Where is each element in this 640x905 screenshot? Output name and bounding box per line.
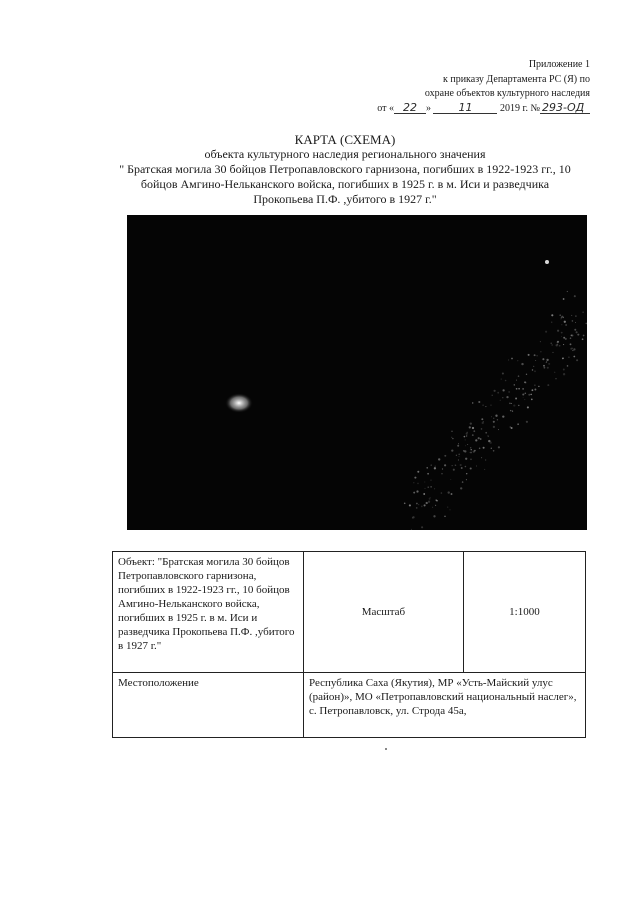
speckle-dot: [534, 370, 536, 372]
speckle-dot: [535, 360, 536, 361]
speckle-dot: [568, 356, 570, 358]
speckle-dot: [513, 405, 515, 407]
speckle-dot: [543, 365, 545, 367]
speckle-dot: [426, 467, 427, 468]
speckle-dot: [428, 487, 429, 488]
speckle-dot: [434, 488, 435, 489]
speckle-dot: [525, 392, 527, 394]
speckle-dot: [464, 436, 466, 438]
speckle-dot: [514, 384, 515, 385]
speckle-dot: [523, 397, 524, 398]
speckle-dot: [526, 374, 527, 375]
speckle-dot: [458, 456, 459, 457]
speckle-dot: [544, 367, 546, 369]
speckle-dot: [417, 471, 419, 473]
speckle-dot: [576, 359, 578, 361]
order-month-handwritten: 11: [433, 102, 497, 114]
speckle-dot: [501, 379, 502, 380]
speckle-dot: [497, 419, 498, 420]
speckle-dot: [583, 335, 585, 337]
speckle-dot: [462, 481, 464, 483]
speckle-dot: [512, 411, 513, 412]
speckle-dot: [447, 507, 448, 508]
speckle-dot: [556, 341, 558, 343]
site-photo: [127, 215, 587, 530]
speckle-dot: [485, 406, 486, 407]
speckle-dot: [451, 493, 453, 495]
speckle-dot: [563, 337, 565, 339]
speckle-dot: [524, 381, 526, 383]
speckle-dot: [527, 406, 529, 408]
speckle-dot: [467, 444, 468, 445]
speckle-dot: [494, 390, 496, 392]
speckle-dot: [472, 402, 473, 403]
annex-line-2: к приказу Департамента РС (Я) по: [442, 73, 590, 85]
speckle-dot: [576, 331, 578, 333]
speckle-dot: [451, 437, 452, 438]
speckle-dot: [559, 314, 561, 316]
speckle-dot: [526, 421, 528, 423]
speckle-dot: [476, 466, 477, 467]
speckle-dot: [561, 336, 562, 337]
speckle-dot: [452, 465, 453, 466]
speckle-dot: [442, 468, 443, 469]
speckle-dot: [562, 357, 564, 359]
speckle-dot: [482, 404, 484, 406]
speckle-dot: [565, 338, 567, 340]
speckle-dot: [570, 337, 572, 339]
speckle-dot: [455, 465, 456, 466]
speckle-dot: [511, 403, 512, 404]
annex-line-3: охране объектов культурного наследия: [424, 88, 590, 99]
speckle-dot: [485, 459, 486, 460]
speckle-dot: [570, 343, 572, 345]
speckle-dot: [518, 388, 520, 390]
speckle-dot: [433, 515, 435, 517]
speckle-dot: [575, 322, 576, 323]
speckle-dot: [498, 429, 499, 430]
speckle-dot: [492, 395, 493, 396]
speckle-dot: [563, 344, 564, 345]
speckle-dot: [531, 399, 533, 401]
order-number-handwritten: 293-ОД: [540, 102, 590, 114]
speckle-dot: [470, 452, 472, 454]
speckle-dot: [451, 449, 453, 451]
speckle-dot: [431, 464, 432, 465]
speckle-dot: [409, 504, 411, 506]
speckle-dot: [534, 389, 536, 391]
speckle-dot: [444, 455, 446, 457]
speckle-dot: [561, 316, 563, 318]
speckle-dot: [561, 332, 563, 334]
speckle-dot: [497, 392, 499, 394]
speckle-dot: [517, 360, 518, 361]
speckle-dot: [493, 418, 495, 420]
speckle-dot: [435, 505, 436, 506]
speckle-dot: [573, 348, 575, 350]
light-spot: [225, 393, 253, 413]
speckle-dot: [472, 434, 474, 436]
speckle-dot: [567, 291, 568, 292]
speckle-dot: [470, 447, 471, 448]
speckle-dot: [460, 464, 462, 466]
speckle-dot: [502, 389, 504, 391]
speckle-dot: [480, 438, 482, 440]
speckle-dot: [563, 369, 565, 371]
title-line-3: " Братская могила 30 бойцов Петропавловского гарнизона, погибших в 1922-1923 гг., 10: [119, 162, 571, 176]
speckle-dot: [414, 477, 416, 479]
speckle-dot: [485, 432, 487, 434]
speckle-dot: [524, 399, 525, 400]
speckle-dot: [418, 504, 419, 505]
speckle-dot: [429, 498, 431, 500]
speckle-dot: [434, 467, 436, 469]
speckle-dot: [502, 415, 504, 417]
speckle-dot: [465, 458, 467, 460]
speckle-dot: [469, 426, 471, 428]
speckle-dot: [563, 317, 564, 318]
speckle-dot: [470, 422, 472, 424]
speckle-dot: [465, 439, 466, 440]
speckle-dot: [441, 473, 442, 474]
speckle-dot: [430, 497, 431, 498]
speckle-dot: [534, 354, 536, 356]
speckle-dot: [491, 416, 492, 417]
speckle-dot: [551, 314, 553, 316]
speckle-dot: [466, 435, 467, 436]
speckle-dot: [449, 509, 450, 510]
speckle-dot: [516, 380, 517, 381]
speckle-dot: [413, 492, 415, 494]
speckle-dot: [573, 356, 575, 358]
speckle-dot: [493, 426, 495, 428]
speckle-dot: [413, 482, 414, 483]
speckle-dot: [448, 491, 450, 493]
speckle-dot: [427, 473, 429, 475]
speckle-dot: [465, 445, 466, 446]
speckle-dot: [559, 345, 561, 347]
speckle-dot: [574, 295, 576, 297]
speckle-dot: [552, 344, 553, 345]
document-title: [95, 132, 595, 207]
speckle-dot: [542, 358, 544, 360]
speckle-dot: [484, 469, 485, 470]
speckle-dot: [464, 450, 466, 452]
speckle-dot: [472, 427, 474, 429]
speckle-dot: [412, 516, 414, 518]
speckle-dot: [528, 354, 530, 356]
speckle-dot: [416, 490, 418, 492]
speckle-dot: [521, 363, 523, 365]
title-line-1: КАРТА (СХЕМА): [294, 132, 396, 147]
speckle-dot: [561, 324, 562, 325]
speckle-dot: [452, 438, 453, 439]
info-table: [112, 551, 586, 738]
annex-line-1: Приложение 1: [528, 59, 590, 70]
speckle-dot: [404, 503, 406, 505]
speckle-dot: [458, 459, 459, 460]
speckle-dot: [528, 394, 530, 396]
speckle-dot: [426, 502, 428, 504]
speckle-dot: [458, 453, 460, 455]
speckle-dot: [500, 400, 501, 401]
annex-quote-close: »: [425, 102, 431, 114]
annex-year-label: 2019 г. №: [499, 102, 540, 114]
speckle-dot: [575, 315, 576, 316]
speckle-dot: [508, 359, 509, 360]
speckle-dot: [563, 298, 565, 300]
speckle-dot: [416, 507, 418, 509]
speckle-dot: [493, 450, 495, 452]
speckle-dot: [574, 329, 576, 331]
speckle-dot: [546, 359, 548, 361]
speckle-dot: [551, 343, 552, 344]
speckle-dot: [481, 428, 483, 430]
speckle-dot: [572, 350, 573, 351]
speckle-dot: [540, 341, 541, 342]
speckle-dot: [557, 330, 559, 332]
speckle-dot: [466, 473, 467, 474]
speckle-dot: [461, 467, 463, 469]
speckle-dot: [491, 448, 492, 449]
speckle-dot: [451, 431, 452, 432]
speckle-dot: [552, 352, 553, 353]
speckle-dot: [453, 469, 455, 471]
speckle-dot: [416, 503, 418, 505]
speckle-dot: [483, 421, 484, 422]
speckle-dot: [471, 449, 472, 450]
speckle-dot: [498, 446, 500, 448]
speckle-dot: [563, 373, 565, 375]
speckle-dot: [450, 479, 451, 480]
speckle-dot: [435, 466, 436, 467]
speckle-dot: [456, 455, 457, 456]
scale-label-cell: Масштаб: [304, 552, 464, 673]
speckle-dot: [516, 388, 518, 390]
speckle-dot: [473, 451, 475, 453]
speckle-dot: [444, 464, 446, 466]
speckle-dot: [582, 311, 584, 313]
speckle-dot: [441, 492, 443, 494]
speckle-dot: [560, 319, 561, 320]
speckle-dot: [556, 344, 558, 346]
speckle-dot: [470, 459, 472, 461]
location-label-cell: Местоположение: [113, 673, 304, 738]
speckle-dot: [511, 427, 513, 429]
speckle-dot: [458, 443, 459, 444]
speckle-dot: [567, 365, 569, 367]
speckle-dot: [508, 391, 509, 392]
speckle-dot: [518, 405, 519, 406]
speckle-dot: [522, 388, 524, 390]
speckle-dot: [551, 322, 552, 323]
speckle-dot: [564, 321, 566, 323]
speckle-dot: [572, 320, 574, 322]
speckle-dot: [510, 410, 511, 411]
speckle-dot: [518, 375, 520, 377]
speckle-dot: [430, 479, 431, 480]
speckle-dot: [481, 418, 483, 420]
speckle-dot: [495, 415, 497, 417]
scale-value-cell: 1:1000: [463, 552, 585, 673]
speckle-dot: [432, 507, 433, 508]
speckle-dot: [511, 358, 513, 360]
speckle-dot: [555, 378, 556, 379]
speckle-dot: [424, 482, 425, 483]
title-line-2: объекта культурного наследия регионального значения: [204, 147, 486, 161]
speckle-dot: [548, 363, 550, 365]
speckle-dot: [534, 385, 535, 386]
speckle-dot: [466, 479, 467, 480]
speckle-dot: [565, 324, 567, 326]
star-dot: [545, 260, 549, 264]
speckle-dot: [470, 467, 472, 469]
speckle-dot: [425, 488, 426, 489]
speckle-dot: [469, 452, 470, 453]
location-value-cell: Республика Саха (Якутия), МР «Усть-Майский улус (район)», МО «Петропавловский национальный наслег», с. Петропавловск, ул. Строда 45а,: [304, 673, 586, 738]
speckle-dot: [423, 493, 425, 495]
title-line-4: бойцов Амгино-Нельканского войска, погибших в 1925 г. в м. Иси и разведчика: [140, 177, 550, 191]
object-cell: Объект: "Братская могила 30 бойцов Петропавловского гарнизона, погибших в 1922-1923 гг., 10 бойцов Амгино-Нельканского войска, погибших в 1925 г. в м. Иси и разведчика Прокопьева П.Ф. ,убитого в 1927 г.": [113, 552, 304, 673]
speckle-dot: [411, 529, 412, 530]
speckle-dot: [554, 372, 555, 373]
speckle-dot: [493, 421, 495, 423]
speckle-dot: [430, 486, 431, 487]
annex-from-label: от «: [377, 102, 394, 114]
speckle-dot: [428, 501, 430, 503]
speckle-dot: [538, 386, 539, 387]
speckle-dot: [545, 331, 547, 333]
speckle-dot: [547, 384, 549, 386]
speckle-dot: [540, 351, 541, 352]
speckle-dot: [488, 436, 489, 437]
speckle-dot: [505, 380, 507, 382]
speckle-dot: [547, 367, 549, 369]
speckle-dot: [467, 432, 468, 433]
speckle-dot: [481, 457, 482, 458]
scan-speck: [385, 748, 387, 750]
speckle-dot: [457, 445, 459, 447]
speckle-dot: [460, 487, 462, 489]
speckle-dot: [571, 315, 572, 316]
speckle-dot: [479, 448, 481, 450]
annex-block: [330, 58, 590, 116]
speckle-dot: [473, 430, 475, 432]
speckle-dot: [522, 393, 524, 395]
speckle-dot: [509, 403, 511, 405]
speckle-dot: [532, 369, 533, 370]
speckle-dot: [533, 366, 534, 367]
speckle-dot: [478, 437, 480, 439]
speckle-dot: [488, 440, 490, 442]
speckle-dot: [530, 394, 532, 396]
speckle-dot: [444, 516, 445, 517]
speckle-dot: [502, 397, 503, 398]
speckle-dot: [502, 372, 504, 374]
speckle-dot: [438, 458, 440, 460]
speckle-dot: [515, 398, 517, 400]
title-line-5: Прокопьева П.Ф. ,убитого в 1927 г.": [253, 192, 437, 206]
speckle-dot: [577, 334, 579, 336]
speckle-dot: [531, 389, 533, 391]
speckle-dot: [483, 447, 485, 449]
speckle-dot: [417, 483, 419, 485]
speckle-dot: [490, 405, 491, 406]
speckle-dot: [475, 439, 477, 441]
speckle-dot: [421, 526, 423, 528]
order-day-handwritten: 22: [394, 102, 426, 114]
speckle-dot: [571, 335, 573, 337]
speckle-dot: [478, 401, 480, 403]
speckle-dot: [435, 499, 437, 501]
speckle-dot: [536, 355, 537, 356]
speckle-dot: [465, 466, 467, 468]
speckle-dot: [517, 423, 519, 425]
speckle-dot: [570, 348, 572, 350]
night-photo-icon: [127, 215, 587, 530]
speckle-dot: [506, 396, 508, 398]
speckle-dot: [546, 362, 547, 363]
speckle-dot: [466, 433, 468, 435]
speckle-dot: [421, 506, 423, 508]
speckle-dot: [424, 504, 426, 506]
speckle-dot: [582, 338, 584, 340]
annex-order-line: [330, 102, 590, 117]
